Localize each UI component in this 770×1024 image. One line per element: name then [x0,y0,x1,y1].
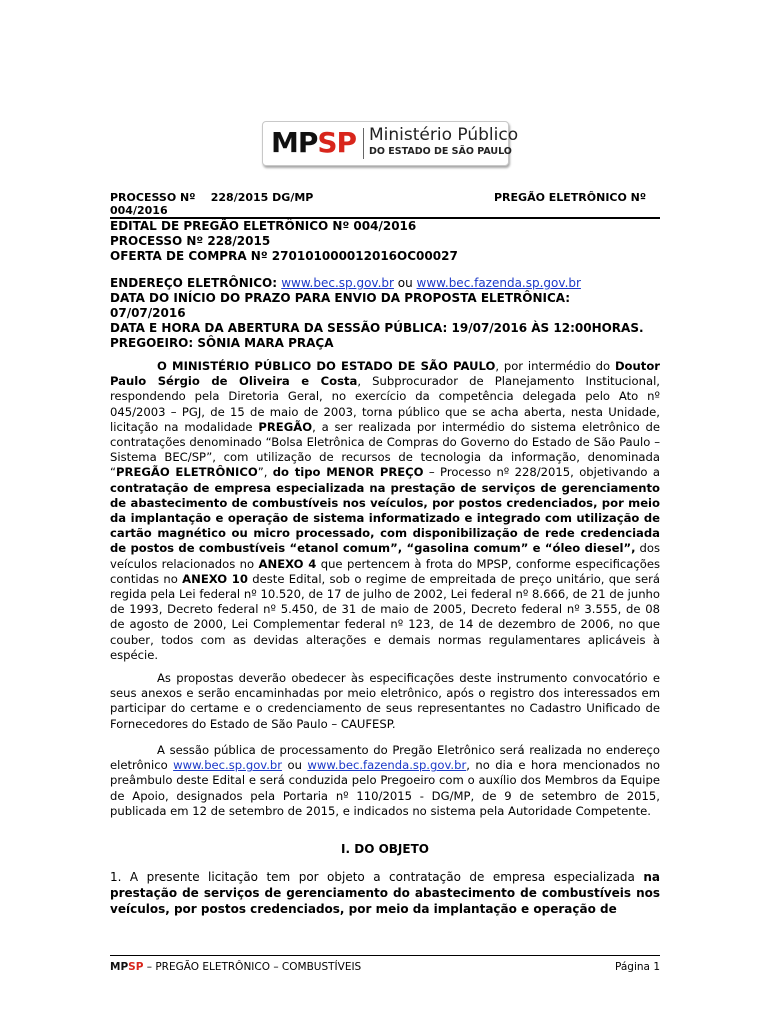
p1-text-f: dos veículos relacionados no [110,541,660,571]
footer-text: – PREGÃO ELETRÔNICO – COMBUSTÍVEIS [143,961,362,973]
data-inicio-value: 07/07/2016 [110,306,186,320]
footer-mp: MP [110,961,129,973]
abertura-line: DATA E HORA DA ABERTURA DA SESSÃO PÚBLICA: 19/07/2016 ÀS 12:00HORAS. [110,321,644,335]
p1-text-h: deste Edital, sob o regime de empreitada de preço unitário, que será regida pela Lei federal nº 10.520, de 17 de julho de 2002, Lei federal nº 8.666, de 21 de junho de 1993, Decreto federal nº 5.450, de 31 de maio de 2005, Decreto federal nº 3.555, de 08 de agosto de 2000, Lei Complementar federal nº 123, de 14 de dezembro de 2006, no que couber, todos com as devidas alterações e demais normas regulamentares aplicáveis à espécie. [110,571,661,662]
p1-pregao: PREGÃO [258,419,313,434]
section-title-objeto: I. DO OBJETO [341,842,429,856]
p3-bec-fazenda-link[interactable]: www.bec.fazenda.sp.gov.br [307,758,467,773]
edital-title: EDITAL DE PREGÃO ELETRÔNICO Nº 004/2016 [110,219,417,233]
data-inicio-label: DATA DO INÍCIO DO PRAZO PARA ENVIO DA PROPOSTA ELETRÔNICA: [110,291,571,305]
oferta-line: OFERTA DE COMPRA Nº 270101000012016OC00027 [110,249,458,263]
footer-rule [110,955,660,956]
info-block [110,276,665,351]
header-pregao: PREGÃO ELETRÔNICO Nº [494,191,647,204]
p1-text-d: ”, [257,465,273,480]
endereco-line [110,276,665,291]
footer-label [110,961,361,973]
paragraph-intro [110,359,660,663]
logo-sp-text: SP [317,126,357,159]
pregoeiro-line: PREGOEIRO: SÔNIA MARA PRAÇA [110,336,334,350]
processo-line: PROCESSO Nº 228/2015 [110,234,271,248]
p3-bec-link[interactable]: www.bec.sp.gov.br [173,758,283,773]
p1-text-a: , por intermédio do [495,359,615,373]
p1-doutor-name: Doutor Paulo Sérgio de Oliveira e Costa [110,359,661,389]
p3-text-a: A sessão pública de processamento do Pregão Eletrônico será realizada no endereço eletrônico [110,743,660,773]
logo-mp-text: MP [271,126,318,159]
p3-text-b: ou [282,758,308,773]
p1-text-c: , a ser realizada por intermédio do sistema eletrônico de contratações denominado “Bolsa Eletrônica de Compras do Governo do Estado de São Paulo – Sistema BEC/SP”, com utilização de recursos de tecnologia da informação, denominada “ [110,419,660,480]
p1-text-g: que pertencem à frota do MPSP, conforme especificações contidas no [110,556,660,586]
mpsp-logo [262,121,519,166]
bec-link[interactable]: www.bec.sp.gov.br [281,276,394,290]
endereco-label: ENDEREÇO ELETRÔNICO: [110,276,278,290]
p1-pregao-eletronico: PREGÃO ELETRÔNICO [116,465,258,480]
bec-fazenda-link[interactable]: www.bec.fazenda.sp.gov.br [416,276,581,290]
p1-objeto: contratação de empresa especializada na prestação de serviços de gerenciamento de abastecimento de combustíveis nos veículos, por postos credenciados, por meio da implantação e operação de sistema informatizado e integrado com utilização de cartão magnético ou micro processado, com disponibilização de rede credenciada de postos de combustíveis “etanol comum”, “gasolina comum” e “óleo diesel”, [110,480,660,556]
page-number: Página 1 [615,961,660,973]
paragraph-sessao [110,743,660,819]
p1-text-b: , Subprocurador de Planejamento Institucional, respondendo pela Diretoria Geral, no exercício da competência delegada pelo Ato nº 045/2003 – PGJ, de 15 de maio de 2003, torna público que se acha aberta, nesta Unidade, licitação na modalidade [110,374,660,434]
p4-text-a: 1. A presente licitação tem por objeto a contratação de empresa especializada [110,870,644,884]
p1-mp-name: O MINISTÉRIO PÚBLICO DO ESTADO DE SÃO PAULO [157,359,496,373]
logo-line1: Ministério Público [369,125,519,145]
paragraph-objeto [110,869,660,917]
logo-line2: DO ESTADO DE SÃO PAULO [369,146,512,157]
p1-anexo4: ANEXO 4 [258,556,317,571]
ou-text: ou [393,276,417,290]
p1-text-e: – Processo nº 228/2015, objetivando a [423,465,660,480]
p3-text-c: , no dia e hora mencionados no preâmbulo deste Edital e será conduzida pelo Pregoeiro com o auxílio dos Membros da Equipe de Apoio, designados pela Portaria nº 110/2015 - DG/MP, de 9 de setembro de 2015, publicada em 12 de setembro de 2015, e indicados no sistema pela Autoridade Competente. [110,758,660,818]
p1-anexo10: ANEXO 10 [182,571,248,586]
header-number: 004/2016 [110,204,168,217]
logo-acronym [271,127,356,159]
edital-title-block [110,219,665,264]
logo-divider [363,128,364,159]
paragraph-propostas: As propostas deverão obedecer às especificações deste instrumento convocatório e seus anexos e serão encaminhadas por meio eletrônico, após o registro dos interessados em participar do certame e o credenciamento de seus representantes no Cadastro Unificado de Fornecedores do Estado de São Paulo – CAUFESP. [110,671,660,731]
header-processo: PROCESSO Nº 228/2015 DG/MP [110,191,314,204]
footer-sp: SP [128,961,144,973]
p4-text-bold: na prestação de serviços de gerenciamento do abastecimento de combustíveis nos veículos, por postos credenciados, por meio da implantação e operação de [110,870,660,916]
p1-menor-preco: do tipo MENOR PREÇO [272,465,424,480]
